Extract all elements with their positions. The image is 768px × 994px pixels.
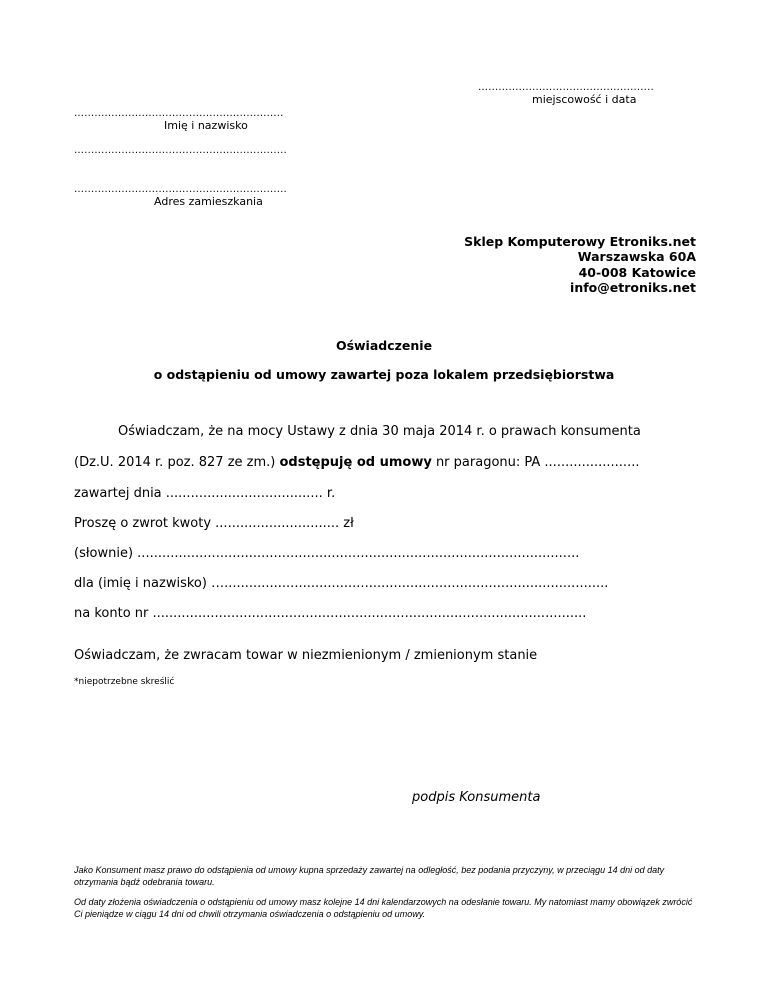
shop-email: info@etroniks.net [570,279,696,295]
address-dots-2[interactable]: …............................................................ [74,184,287,195]
receipt-number-field[interactable]: nr paragonu: PA ....................... [431,455,640,470]
legal-notice-2: Od daty złożenia oświadczenia o odstąpieniu od umowy masz kolejne 14 dni kalendarzowych na odesłanie towaru. My natomiast mamy obowiązek zwrócić Ci pieniądze w ciągu 14 dni od chwili otrzymania oświadczenia o odstąpieniu od umowy. [74,897,693,919]
amount-in-words-field[interactable]: (słownie) ........................................................................................................... [74,546,580,561]
address-label: Adres zamieszkania [154,195,263,208]
place-date-dots[interactable]: …...................…........................... [478,82,654,93]
document-title: Oświadczenie [335,338,433,353]
name-label: Imię i nazwisko [164,119,248,132]
footnote: *niepotrzebne skreślić [74,677,175,687]
address-dots-1[interactable]: …............................................................ [74,145,287,156]
name-dots[interactable]: …........................................................... [74,108,284,119]
place-date-label: miejscowość i data [532,93,637,106]
statement-line-2-text: (Dz.U. 2014 r. poz. 827 ze zm.) [74,455,280,470]
bank-account-field[interactable]: na konto nr ......................................................................................................... [74,606,587,621]
refund-amount-field[interactable]: Proszę o zwrot kwoty .............................. zł [74,516,354,531]
statement-line-1: Oświadczam, że na mocy Ustawy z dnia 30 maja 2014 r. o prawach konsumenta [118,424,641,439]
withdrawal-phrase: odstępuję od umowy [279,455,432,470]
shop-address [464,234,696,295]
legal-notice-1: Jako Konsument masz prawo do odstąpienia od umowy kupna sprzedaży zawartej na odległość, bez podania przyczyny, w przeciągu 14 dni od daty otrzymania bądź odebrania towaru. [74,865,665,887]
goods-condition-statement: Oświadczam, że zwracam towar w niezmienionym / zmienionym stanie [74,648,538,663]
statement-line-2 [74,455,639,470]
shop-name: Sklep Komputerowy Etroniks.net [464,234,696,249]
shop-street: Warszawska 60A [577,249,696,265]
shop-city: 40-008 Katowice [578,264,696,280]
recipient-name-field[interactable]: dla (imię i nazwisko) …............................................................................................. [74,576,609,591]
document-subtitle: o odstąpieniu od umowy zawartej poza lokalem przedsiębiorstwa [153,367,615,382]
contract-date-field[interactable]: zawartej dnia ...................................... r. [74,486,336,501]
signature-label: podpis Konsumenta [412,790,541,805]
